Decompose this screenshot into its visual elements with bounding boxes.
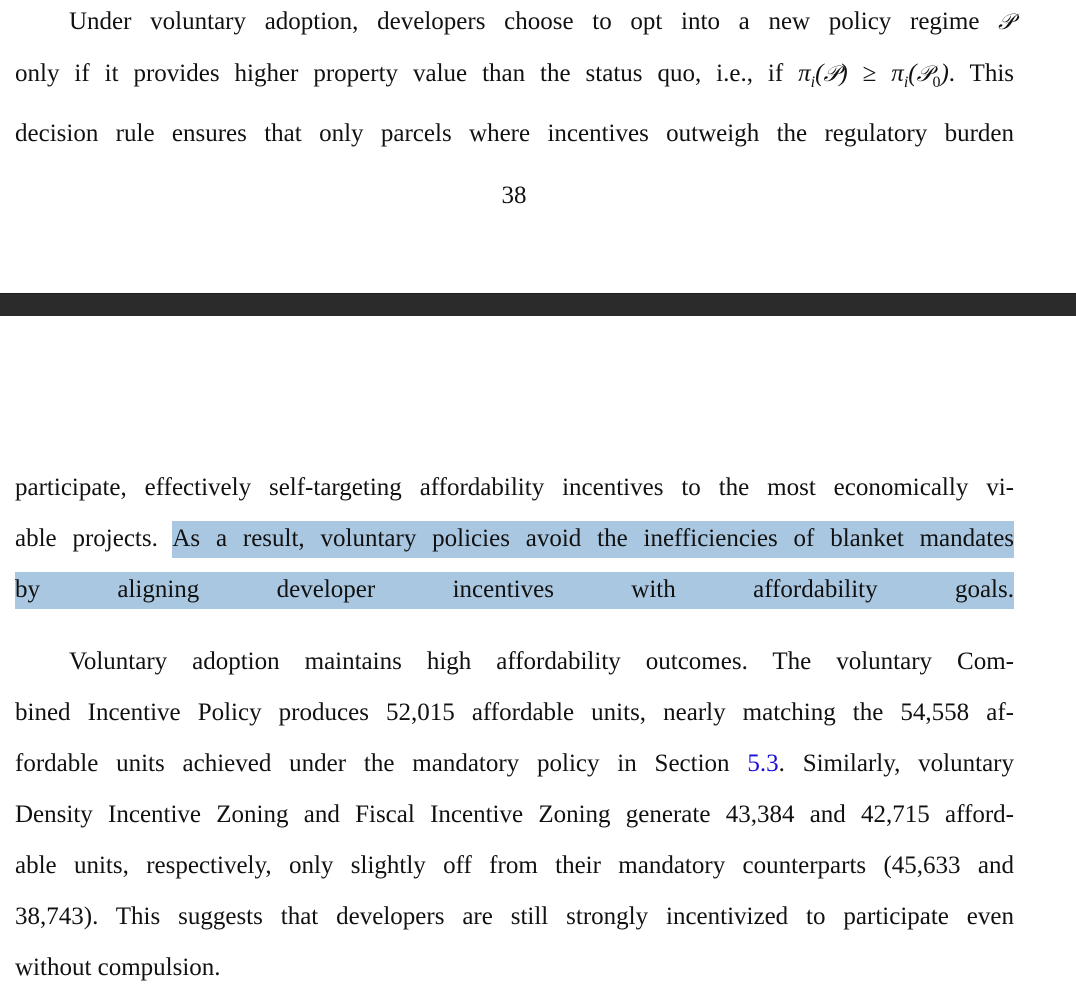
paragraph-voluntary-adoption-rule <box>15 0 1014 159</box>
text-line: Density Incentive Zoning and Fiscal Incentive Zoning generate 43,384 and 42,715 afford- <box>15 801 1014 828</box>
highlighted-text[interactable]: by aligning developer incentives with affordability goals. <box>15 572 1014 609</box>
text-line: without compulsion. <box>15 954 221 981</box>
pdf-page-38 <box>0 0 1076 293</box>
text-line: able units, respectively, only slightly off from their mandatory counterparts (45,633 and <box>15 852 1014 879</box>
section-reference-link[interactable]: 5.3 <box>747 750 779 777</box>
text-line: only if it provides higher property value than the status quo, i.e., if $\pi_i(𝒫)$ ≥ $\pi_i(𝒫_0)$. This <box>15 60 1014 91</box>
text-line: 38,743). This suggests that developers are still strongly incentivized to participate even <box>15 903 1014 930</box>
policy-regime-symbol: 𝒫 <box>998 10 1015 35</box>
text-line: able projects. As a result, voluntary policies avoid the inefficiencies of blanket mandates <box>15 513 1014 564</box>
paragraph-self-targeting <box>15 462 1014 615</box>
math-inequality: $\pi_i(𝒫)$ ≥ $\pi_i(𝒫_0)$ <box>798 60 949 91</box>
text-line: fordable units achieved under the mandatory policy in Section 5.3. Similarly, voluntary <box>15 750 1014 777</box>
text-line: Voluntary adoption maintains high affordability outcomes. The voluntary Com- <box>69 648 1014 675</box>
text-line: Under voluntary adoption, developers choose to opt into a new policy regime 𝒫 <box>69 8 1015 35</box>
paragraph-affordability-outcomes <box>15 636 1014 993</box>
page-number: 38 <box>501 182 527 209</box>
text-line: bined Incentive Policy produces 52,015 affordable units, nearly matching the 54,558 af- <box>15 699 1014 726</box>
text-line <box>15 564 1014 615</box>
text-line: decision rule ensures that only parcels where incentives outweigh the regulatory burden <box>15 120 1014 147</box>
text-line: participate, effectively self-targeting affordability incentives to the most economically vi- <box>15 474 1014 501</box>
highlighted-text[interactable]: As a result, voluntary policies avoid the inefficiencies of blanket mandates <box>172 521 1014 558</box>
pdf-page-39 <box>0 316 1076 984</box>
page-separator <box>0 293 1076 316</box>
